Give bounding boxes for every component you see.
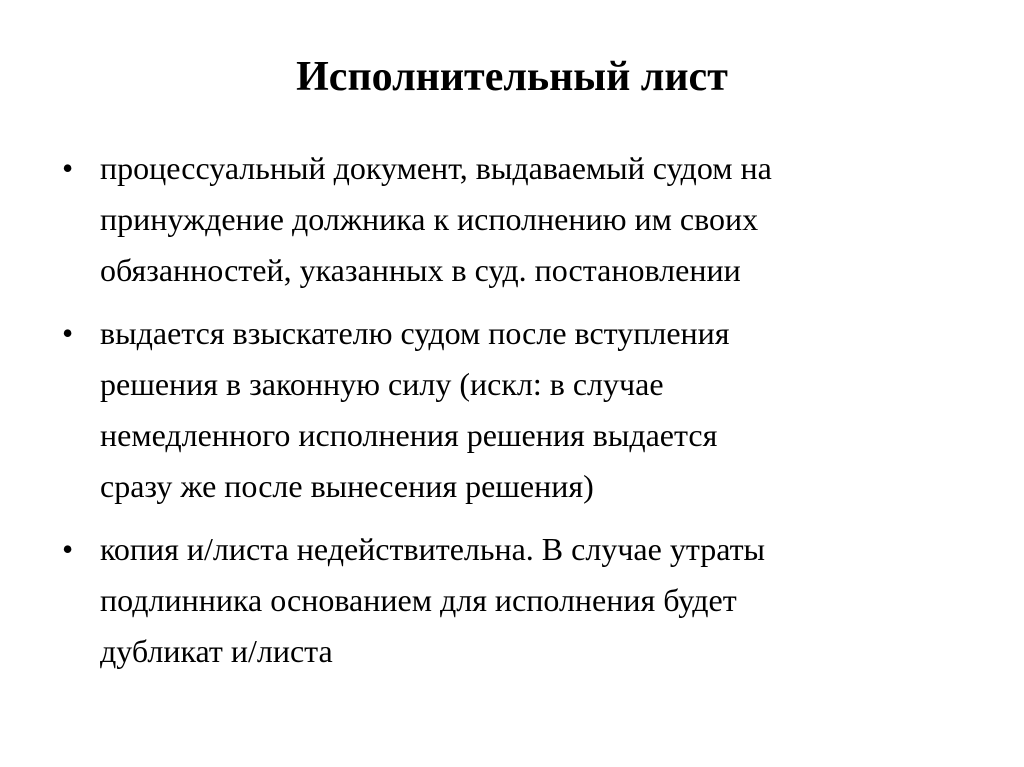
bullet-text-line: дубликат и/листа xyxy=(100,633,333,669)
bullet-text-line: обязанностей, указанных в суд. постановлении xyxy=(100,252,741,288)
bullet-item xyxy=(60,524,960,677)
bullet-marker: • xyxy=(62,150,74,186)
slide-title: Исполнительный лист xyxy=(296,54,728,100)
bullet-text-line: решения в законную силу (искл: в случае xyxy=(100,366,664,402)
bullet-text-line: процессуальный документ, выдаваемый судом на xyxy=(100,150,772,186)
bullet-marker: • xyxy=(62,531,74,567)
bullet-text-line: немедленного исполнения решения выдается xyxy=(100,417,718,453)
bullet-text-line: подлинника основанием для исполнения будет xyxy=(100,582,737,618)
bullet-marker: • xyxy=(62,315,74,351)
bullet-text-line: выдается взыскателю судом после вступления xyxy=(100,315,730,351)
bullet-item xyxy=(60,308,960,512)
bullet-item xyxy=(60,143,960,296)
bullet-text-line: принуждение должника к исполнению им своих xyxy=(100,201,759,237)
bullet-text-line: копия и/листа недействительна. В случае утраты xyxy=(100,531,766,567)
bullet-text-line: сразу же после вынесения решения) xyxy=(100,468,594,504)
bullet-list xyxy=(60,143,960,677)
